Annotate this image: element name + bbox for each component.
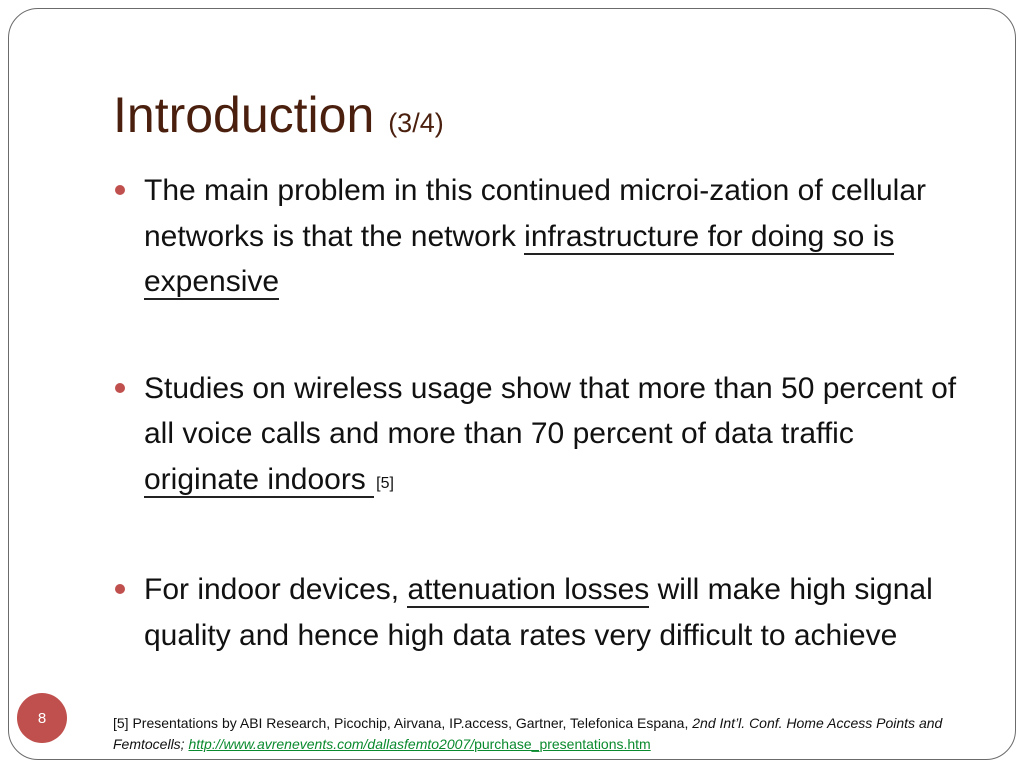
bullet-underlined-text: infrastructure for doing so is expensive	[144, 219, 895, 298]
footnote-conference: 2nd Int’l. Conf. Home Access Points and Femtocells;	[113, 715, 943, 752]
bullet-dot-icon	[115, 185, 125, 195]
title-text: Introduction	[113, 87, 375, 143]
citation-marker: [5]	[376, 474, 394, 492]
bullet-text: Studies on wireless usage show that more than 50 percent of all voice calls and more than 70 percent of data traffic	[144, 371, 957, 450]
slide-title	[113, 84, 444, 154]
bullet-underlined-text: attenuation losses	[407, 573, 650, 606]
title-suffix: (3/4)	[388, 108, 444, 138]
bullet-dot-icon	[115, 383, 125, 393]
bullet-text-tail: will make high signal quality and hence high data rates very difficult to achieve	[144, 573, 933, 652]
page-number: 8	[37, 709, 47, 727]
bullet-text: The main problem in this continued microi-zation of cellular networks is that the network	[144, 174, 927, 253]
bullet-item	[115, 168, 965, 305]
bullet-item	[115, 366, 965, 507]
bullet-underlined-text: originate indoors	[144, 462, 375, 496]
footnote	[113, 713, 943, 755]
bullet-text: For indoor devices,	[144, 573, 408, 606]
bullet-list	[115, 168, 965, 658]
page-number-badge	[17, 693, 67, 743]
bullet-dot-icon	[115, 584, 125, 594]
bullet-item	[115, 567, 965, 658]
footnote-link[interactable]: http://www.avrenevents.com/dallasfemto2007/	[188, 736, 475, 752]
footnote-text: [5] Presentations by ABI Research, Picochip, Airvana, IP.access, Gartner, Telefonica Espana,	[113, 715, 693, 731]
footnote-link-tail[interactable]: purchase_presentations.htm	[474, 736, 651, 752]
